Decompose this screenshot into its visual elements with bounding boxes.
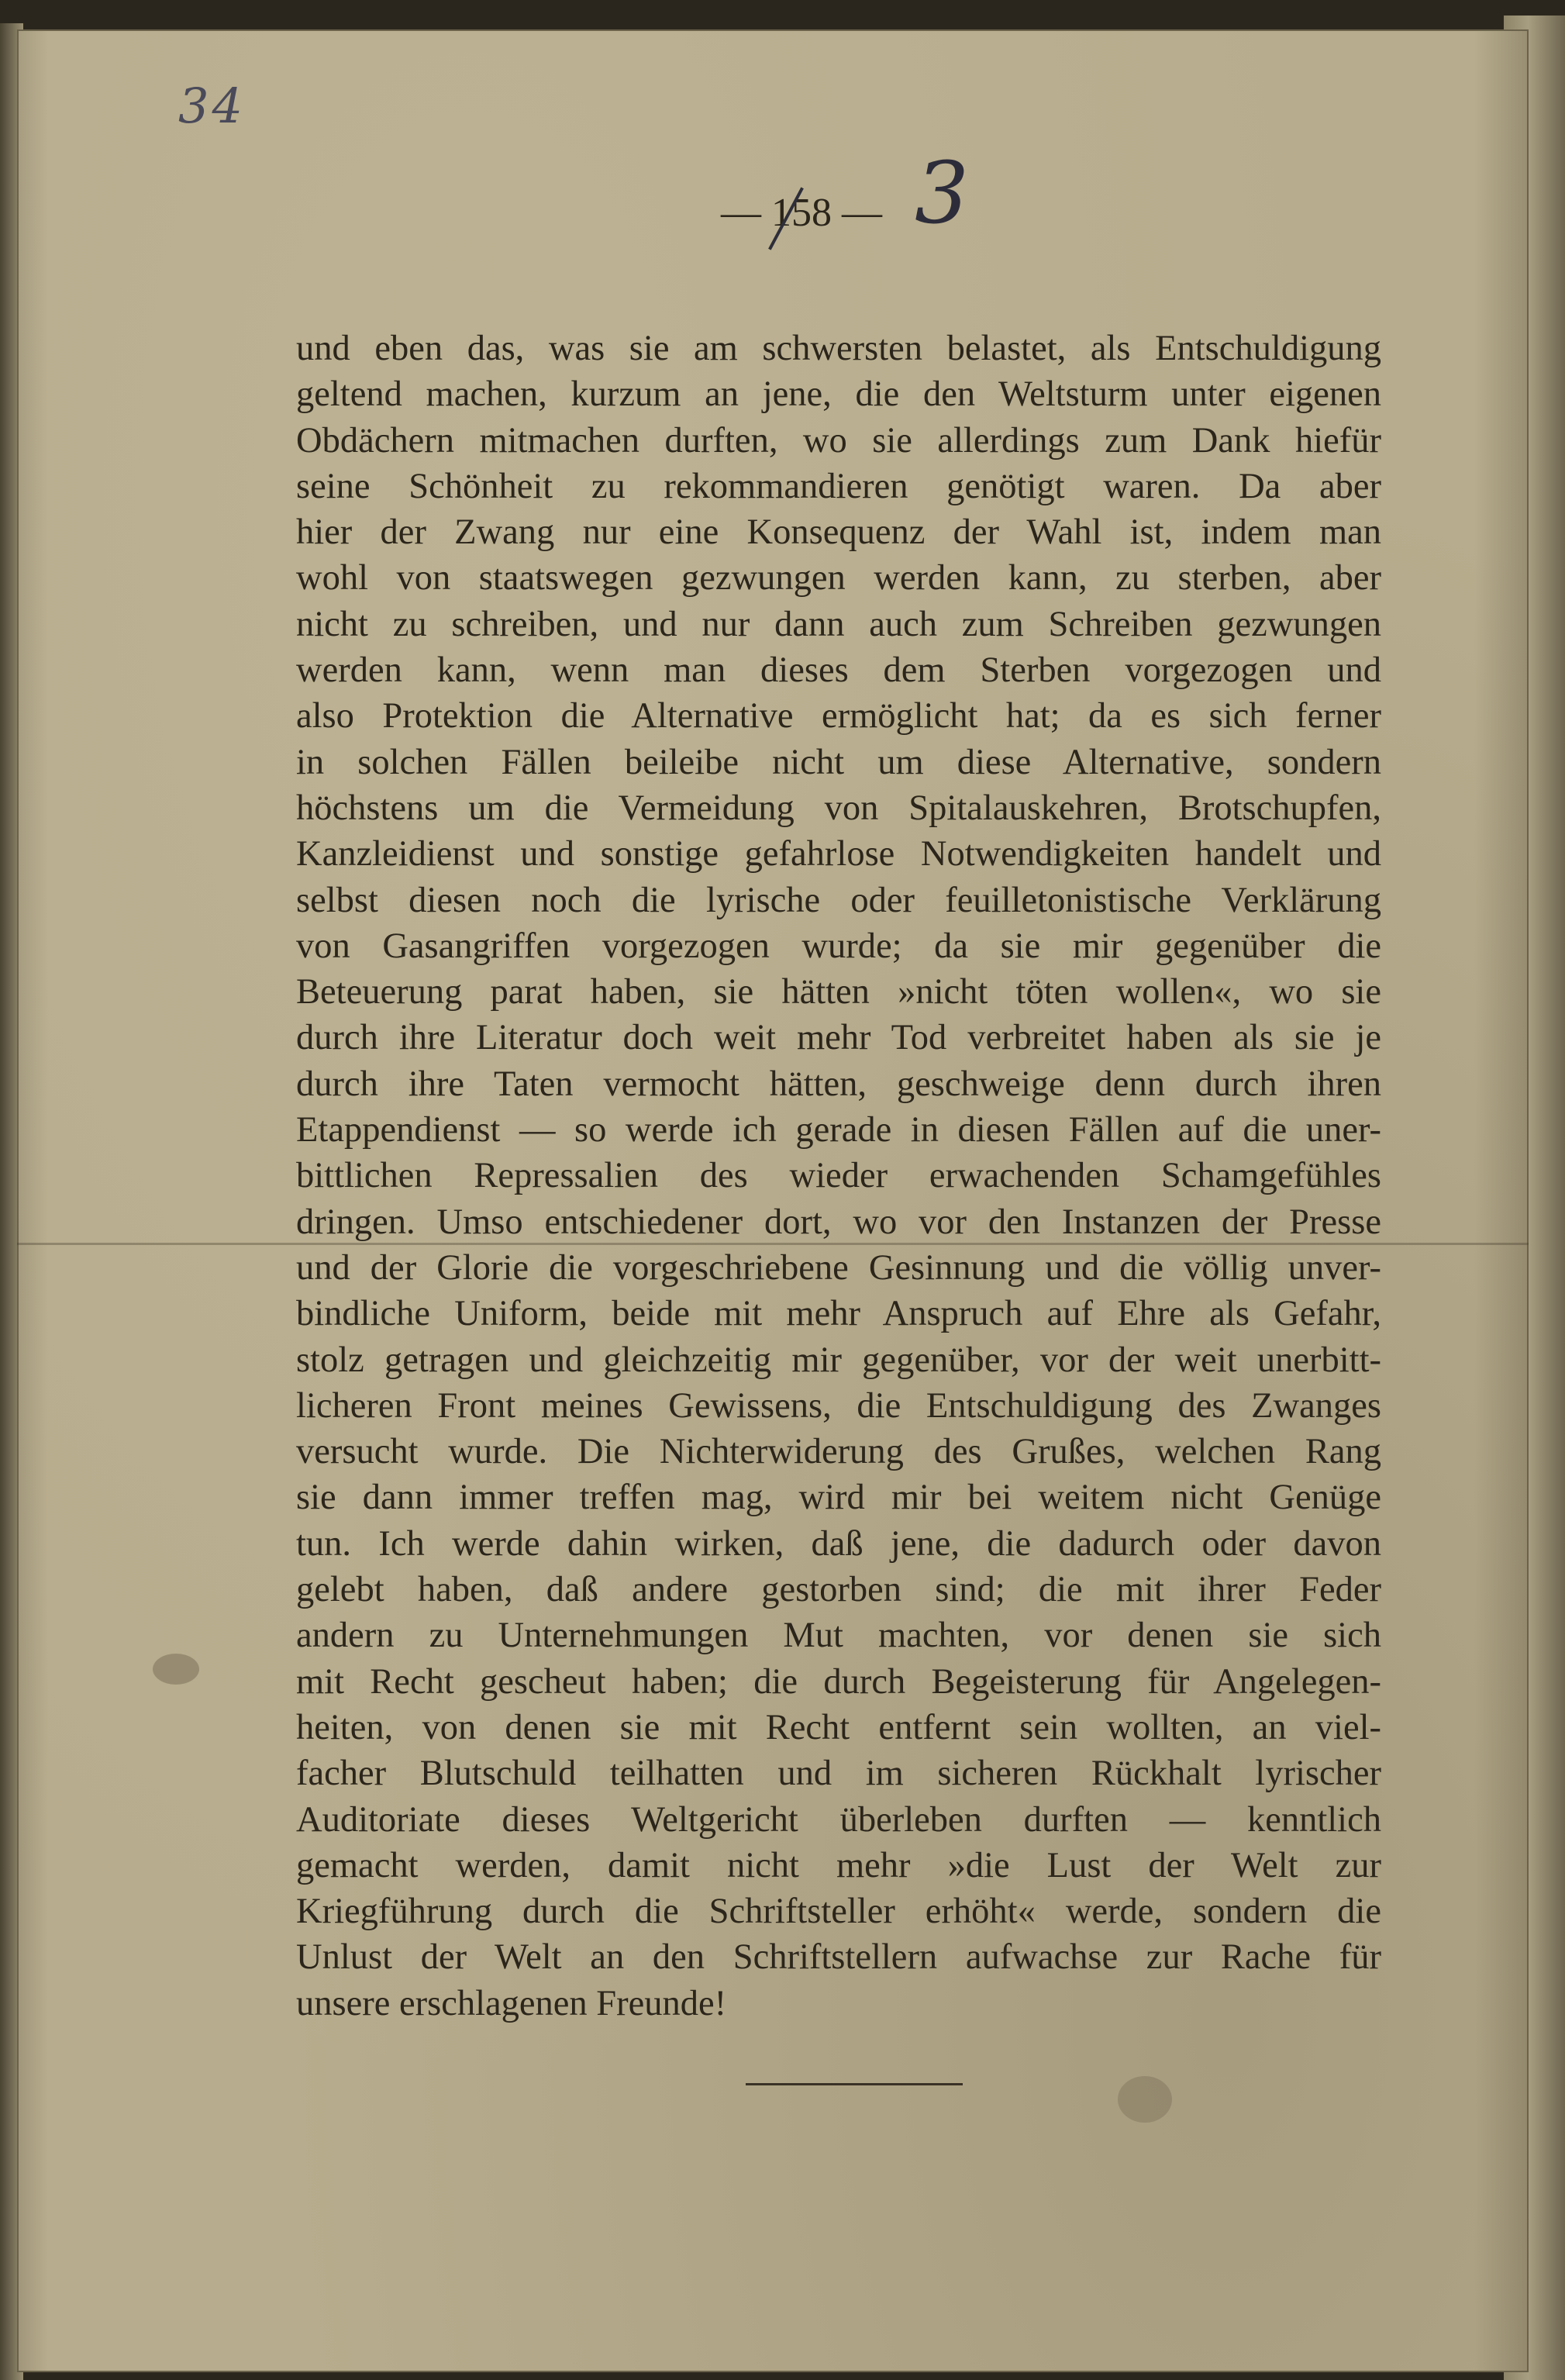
text-line: bittlichen Repressalien des wieder erwachenden Schamgefühles — [296, 1156, 1381, 1196]
text-line: Kriegführung durch die Schriftsteller erhöht« werde, sondern die — [296, 1892, 1381, 1932]
printed-page-number: — 158 — — [721, 191, 882, 235]
text-line: selbst diesen noch die lyrische oder feuilletonistische Verklärung — [296, 880, 1381, 920]
text-line: stolz getragen und gleichzeitig mir gegenüber, vor der weit unerbitt- — [296, 1340, 1381, 1380]
text-line: licheren Front meines Gewissens, die Entschuldigung des Zwanges — [296, 1385, 1381, 1426]
text-line: sie dann immer treffen mag, wird mir bei weitem nicht Genüge — [296, 1478, 1381, 1518]
text-line: Obdächern mitmachen durften, wo sie allerdings zum Dank hiefür — [296, 420, 1381, 460]
text-line: Auditoriate dieses Weltgericht überleben durften — kenntlich — [296, 1799, 1381, 1840]
text-line: dringen. Umso entschiedener dort, wo vor den Instanzen der Presse — [296, 1202, 1381, 1242]
text-line: und der Glorie die vorgeschriebene Gesinnung und die völlig unver- — [296, 1247, 1381, 1288]
text-line: tun. Ich werde dahin wirken, daß jene, die dadurch oder davon — [296, 1523, 1381, 1564]
text-line: nicht zu schreiben, und nur dann auch zum Schreiben gezwungen — [296, 604, 1381, 644]
handwritten-page-number: 34 — [178, 78, 246, 134]
text-line: wohl von staatswegen gezwungen werden kann, zu sterben, aber — [296, 558, 1381, 598]
text-line: werden kann, wenn man dieses dem Sterben vorgezogen und — [296, 650, 1381, 691]
text-line: und eben das, was sie am schwersten belastet, als Entschuldigung — [296, 329, 1381, 368]
text-line: mit Recht gescheut haben; die durch Begeisterung für Angelegen- — [296, 1661, 1381, 1702]
paper-stain — [1118, 2076, 1172, 2123]
text-line: gemacht werden, damit nicht mehr »die Lust der Welt zur — [296, 1845, 1381, 1885]
text-line: durch ihre Literatur doch weit mehr Tod verbreitet haben als sie je — [296, 1018, 1381, 1058]
text-line: seine Schönheit zu rekommandieren genötigt waren. Da aber — [296, 466, 1381, 506]
text-line: Unlust der Welt an den Schriftstellern aufwachse zur Rache für — [296, 1937, 1381, 1978]
end-rule — [746, 2083, 963, 2085]
text-line: versucht wurde. Die Nichterwiderung des Grußes, welchen Rang — [296, 1432, 1381, 1472]
page-header — [721, 143, 969, 243]
body-text — [296, 326, 1505, 2026]
text-line: andern zu Unternehmungen Mut machten, vor denen sie sich — [296, 1616, 1381, 1656]
text-line: heiten, von denen sie mit Recht entfernt sein wollten, an viel- — [296, 1707, 1381, 1747]
text-line: geltend machen, kurzum an jene, die den Weltsturm unter eigenen — [296, 374, 1381, 415]
text-line: Beteuerung parat haben, sie hätten »nicht töten wollen«, wo sie — [296, 972, 1381, 1012]
text-line: also Protektion die Alternative ermöglicht hat; da es sich ferner — [296, 696, 1381, 736]
text-line: gelebt haben, daß andere gestorben sind; die mit ihrer Feder — [296, 1570, 1381, 1610]
paper-stain — [153, 1654, 199, 1685]
handwritten-new-number: 3 — [915, 143, 969, 243]
text-line: bindliche Uniform, beide mit mehr Anspruch auf Ehre als Gefahr, — [296, 1294, 1381, 1334]
text-line: durch ihre Taten vermocht hätten, geschweige denn durch ihren — [296, 1064, 1381, 1104]
text-line: facher Blutschuld teilhatten und im sicheren Rückhalt lyrischer — [296, 1754, 1381, 1794]
text-line: von Gasangriffen vorgezogen wurde; da sie mir gegenüber die — [296, 926, 1381, 966]
text-line: Kanzleidienst und sonstige gefahrlose Notwendigkeiten handelt und — [296, 834, 1381, 874]
text-line: hier der Zwang nur eine Konsequenz der Wahl ist, indem man — [296, 512, 1381, 553]
text-line: Etappendienst — so werde ich gerade in diesen Fällen auf die uner- — [296, 1110, 1381, 1150]
text-line: in solchen Fällen beileibe nicht um diese Alternative, sondern — [296, 742, 1381, 782]
text-line: höchstens um die Vermeidung von Spitalauskehren, Brotschupfen, — [296, 788, 1381, 828]
text-line: unsere erschlagenen Freunde! — [296, 1983, 727, 2023]
